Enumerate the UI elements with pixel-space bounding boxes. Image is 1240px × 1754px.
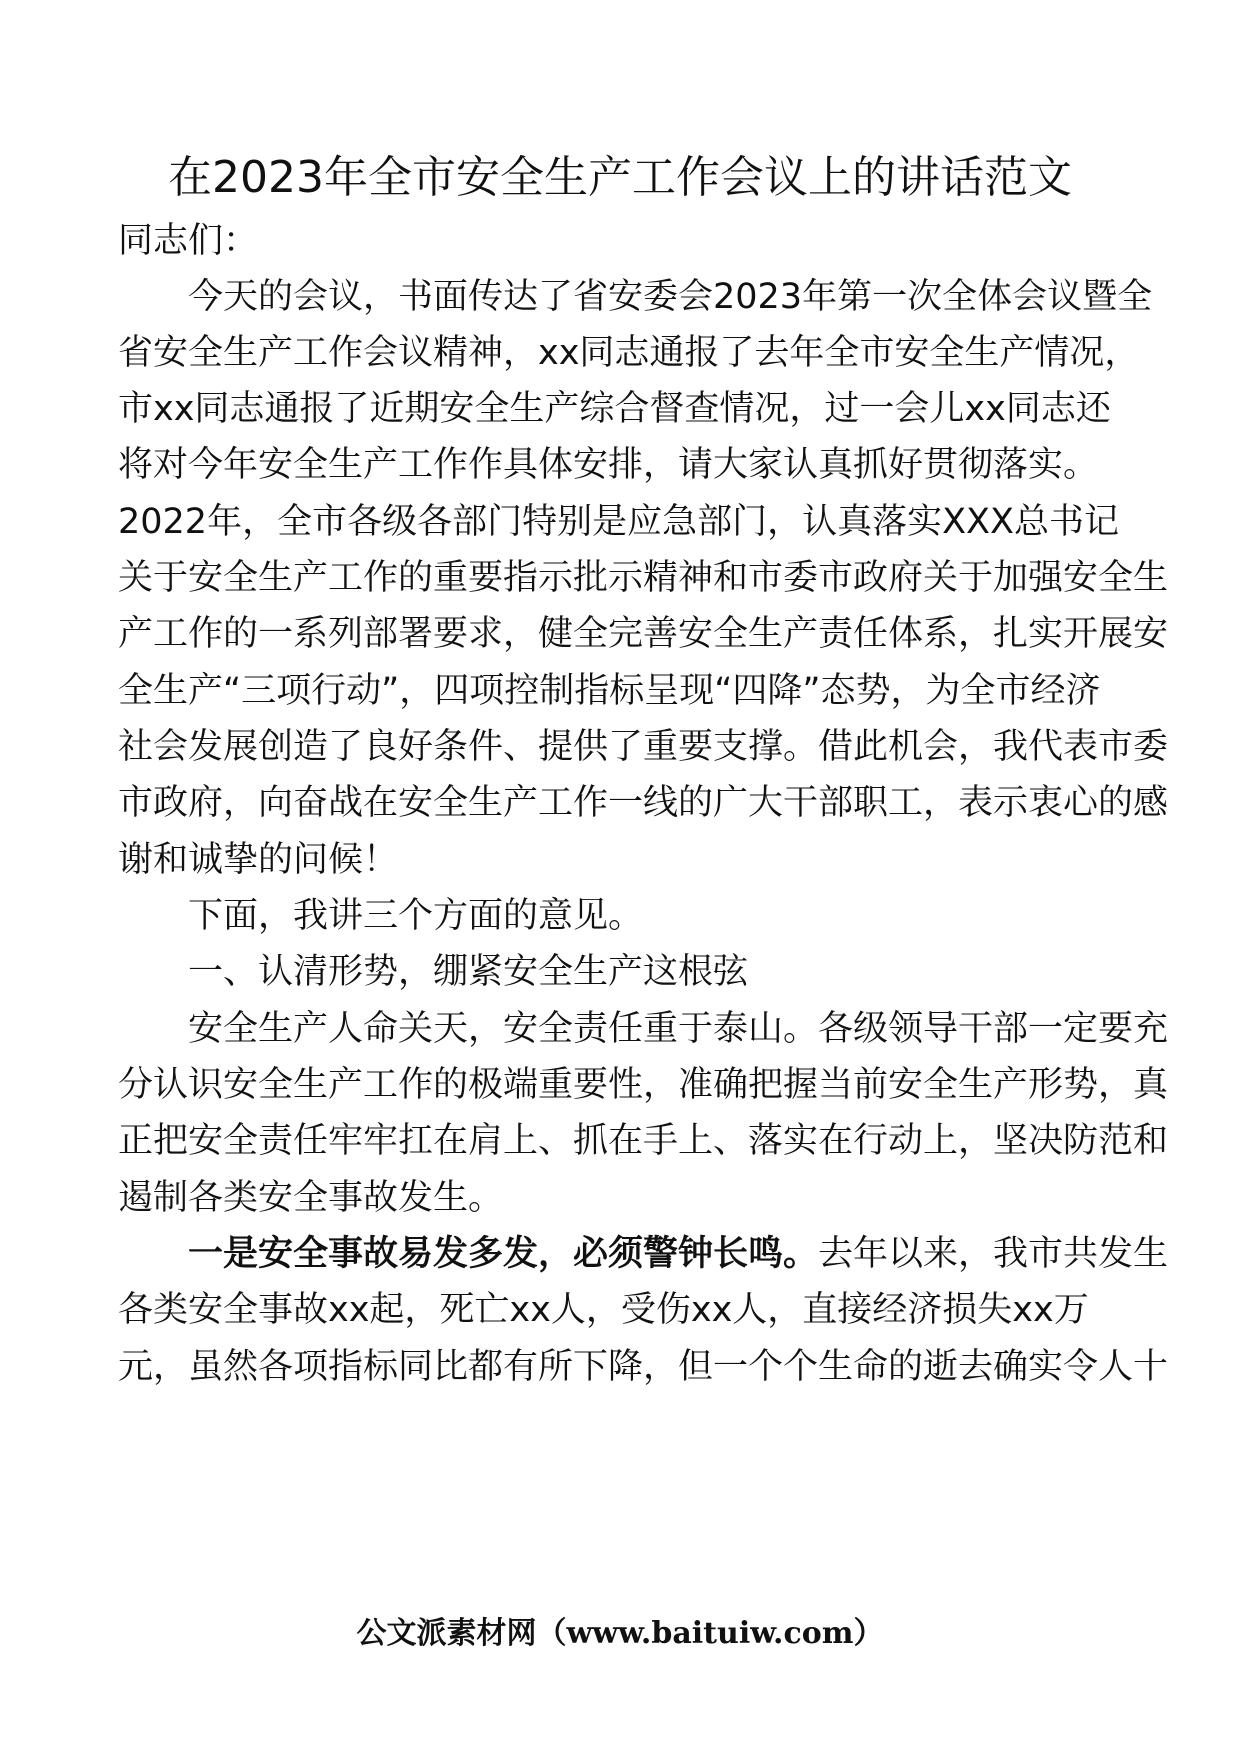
paragraph-line: 2022年，全市各级各部门特别是应急部门，认真落实XXX总书记: [118, 502, 1120, 542]
paragraph-text: 去年以来，我市共发生: [818, 1234, 1169, 1274]
paragraph-line: 将对今年安全生产工作作具体安排，请大家认真抓好贯彻落实。: [118, 445, 1099, 485]
section-heading: 一、认清形势，绷紧安全生产这根弦: [188, 952, 749, 992]
paragraph-line: 省安全生产工作会议精神，xx同志通报了去年全市安全生产情况，: [118, 333, 1140, 373]
paragraph-line: 产工作的一系列部署要求，健全完善安全生产责任体系，扎实开展安: [118, 614, 1169, 654]
document-title: 在2023年全市安全生产工作会议上的讲话范文: [168, 152, 1072, 203]
paragraph-line-with-bold-lead: [188, 1229, 1198, 1279]
paragraph-line: 安全生产人命关天，安全责任重于泰山。各级领导干部一定要充: [188, 1009, 1169, 1049]
paragraph-line: 正把安全责任牢牢扛在肩上、抓在手上、落实在行动上，坚决防范和: [118, 1121, 1169, 1161]
bold-lead-text: 一是安全事故易发多发，必须警钟长鸣。: [188, 1234, 819, 1274]
paragraph-line: 谢和诚挚的问候！: [118, 840, 399, 880]
paragraph-line: 今天的会议，书面传达了省安委会2023年第一次全体会议暨全: [188, 277, 1153, 317]
paragraph-line: 元，虽然各项指标同比都有所下降，但一个个生命的逝去确实令人十: [118, 1347, 1169, 1387]
paragraph-line: 社会发展创造了良好条件、提供了重要支撑。借此机会，我代表市委: [118, 727, 1169, 767]
footer-source: 公文派素材网（www.baituiw.com）: [356, 1616, 884, 1651]
salutation: 同志们：: [118, 221, 259, 261]
paragraph-line: 各类安全事故xx起，死亡xx人，受伤xx人，直接经济损失xx万: [118, 1290, 1089, 1330]
paragraph-line: 遏制各类安全事故发生。: [118, 1178, 504, 1218]
paragraph-line: 关于安全生产工作的重要指示批示精神和市委市政府关于加强安全生: [118, 558, 1169, 598]
paragraph-line: 市政府，向奋战在安全生产工作一线的广大干部职工，表示衷心的感: [118, 783, 1169, 823]
paragraph-line: 下面，我讲三个方面的意见。: [188, 896, 644, 936]
paragraph-line: 分认识安全生产工作的极端重要性，准确把握当前安全生产形势，真: [118, 1065, 1169, 1105]
paragraph-line: 市xx同志通报了近期安全生产综合督查情况，过一会儿xx同志还: [118, 389, 1111, 429]
paragraph-line: 全生产“三项行动”，四项控制指标呈现“四降”态势，为全市经济: [118, 671, 1101, 711]
